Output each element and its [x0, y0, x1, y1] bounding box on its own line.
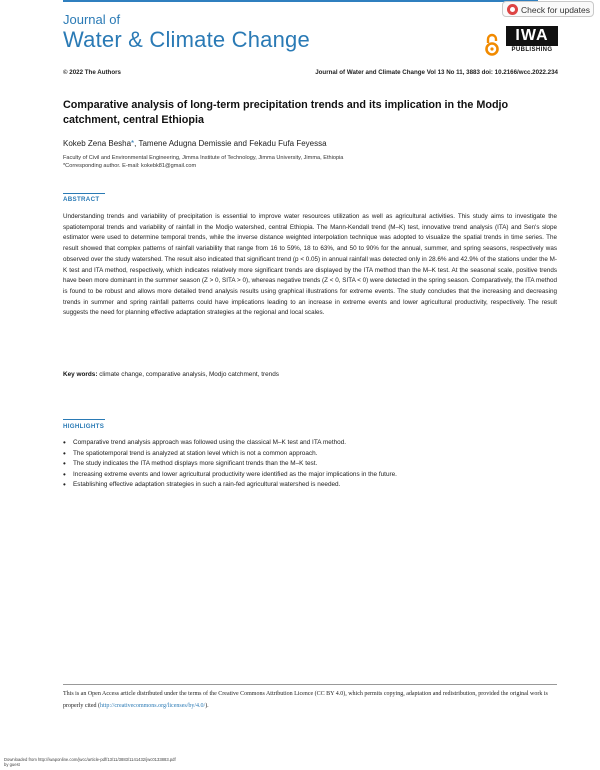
download-guest: by guest	[4, 762, 20, 767]
check-for-updates-label: Check for updates	[521, 5, 590, 15]
corresponding-mark: *	[131, 139, 135, 148]
license-link[interactable]: http://creativecommons.org/licenses/by/4.0/	[99, 702, 206, 709]
affiliation: Faculty of Civil and Environmental Engineering, Jimma Institute of Technology, Jimma University, Jimma, Ethiopia	[63, 155, 344, 161]
highlights-heading: HIGHLIGHTS	[63, 423, 105, 430]
keywords-list: climate change, comparative analysis, Modjo catchment, trends	[97, 371, 279, 378]
author-list	[63, 139, 327, 148]
check-for-updates-button[interactable]	[502, 1, 594, 17]
download-stamp	[4, 757, 176, 767]
keywords	[63, 371, 279, 378]
iwa-logo-mark: IWA	[506, 26, 558, 46]
affiliation-block	[63, 154, 543, 170]
abstract-heading: ABSTRACT	[63, 196, 100, 203]
highlights-rule	[63, 419, 105, 420]
license-text-end: ).	[205, 702, 209, 709]
open-access-icon	[484, 33, 500, 57]
author-corresponding[interactable]: Kokeb Zena Besha	[63, 139, 132, 148]
article-title: Comparative analysis of long-term precipitation trends and its implication in the Modjo catchment, central Ethiopia	[63, 99, 509, 126]
highlight-item: • The study indicates the ITA method displays more significant trends than the M–K test.	[63, 459, 557, 470]
license-text: This is an Open Access article distributed under the terms of the Creative Commons Attribution Licence (CC BY 4.0), which permits copying, adaptation and redistribution, provided the original work is properly cited (	[63, 691, 548, 709]
publisher-logo[interactable]	[506, 26, 558, 56]
iwa-publishing-label: PUBLISHING	[511, 47, 553, 53]
top-rule	[63, 0, 538, 2]
abstract-rule	[63, 193, 105, 194]
citation-line: Journal of Water and Climate Change Vol 13 No 11, 3883 doi: 10.2166/wcc.2022.234	[315, 69, 558, 76]
highlights-list	[63, 438, 557, 491]
highlight-item: • Increasing extreme events and lower agricultural productivity were identified as the major implications in the future.	[63, 470, 557, 481]
check-updates-icon	[507, 4, 518, 15]
corresponding-author: *Corresponding author. E-mail: kokebk81@gmail.com	[63, 163, 197, 169]
co-authors[interactable]: , Tamene Adugna Demissie and Fekadu Fufa Feyessa	[134, 139, 327, 148]
highlight-item: • Establishing effective adaptation strategies in such a rain-fed agricultural watershed is needed.	[63, 480, 557, 491]
journal-name-line2: Water & Climate Change	[63, 27, 310, 52]
highlight-item: • The spatiotemporal trend is analyzed at station level which is not a common approach.	[63, 449, 557, 460]
keywords-label: Key words:	[63, 371, 98, 378]
abstract-text: Understanding trends and variability of precipitation is essential to improve water resources utilization as well as agricultural activities. This study aims to investigate the spatiotemporal trends and variability of rainfall in the Modjo watershed, central Ethiopia. The Mann-Kendall trend (M–K) test, innovative trend analysis (ITA) and Sen's slope estimator were used to determine temporal trends, while the inverse distance weighted interpolation technique was adopted to visualize the spatial trends in time series. The result showed that complex patterns of rainfall variability that range from 16 to 59%, 18 to 63%, and 50 to 90% for the annual, summer, and spring seasons, respectively was observed over the study watershed. The result also indicated that significant trend (p < 0.05) in annual rainfall was detected only in 28.6% and 42.9% of the stations under the M-K test and ITA method, respectively, which indicates relatively more significant trends are displayed by the ITA method than the M–K test. At the seasonal scale, positive trends have been more dominant in the summer season (Z > 0, SITA > 0), whereas negative trends (Z < 0, SITA < 0) were detected in the spring season. Comparatively, the ITA method is found to be robust and allows more detailed trend analysis results using graphical illustrations for extreme events. The study concludes that the increasing and decreasing trends in summer and spring rainfall patterns could have implications leading to an increase in extreme events and lower agricultural productivity, respectively. The result suggests the need for planning effective adaptation strategies at the regional and local scales.	[63, 213, 557, 317]
journal-name-line1: Journal of	[63, 12, 121, 27]
license-notice	[63, 689, 557, 712]
copyright-notice: © 2022 The Authors	[63, 69, 121, 76]
footer-rule	[63, 684, 557, 685]
download-line: Downloaded from http://iwaponline.com/jwcc/article-pdf/13/11/3883/1141432/jwc0133883.pdf	[4, 757, 176, 762]
highlight-item: • Comparative trend analysis approach was followed using the classical M–K test and ITA method.	[63, 438, 557, 449]
